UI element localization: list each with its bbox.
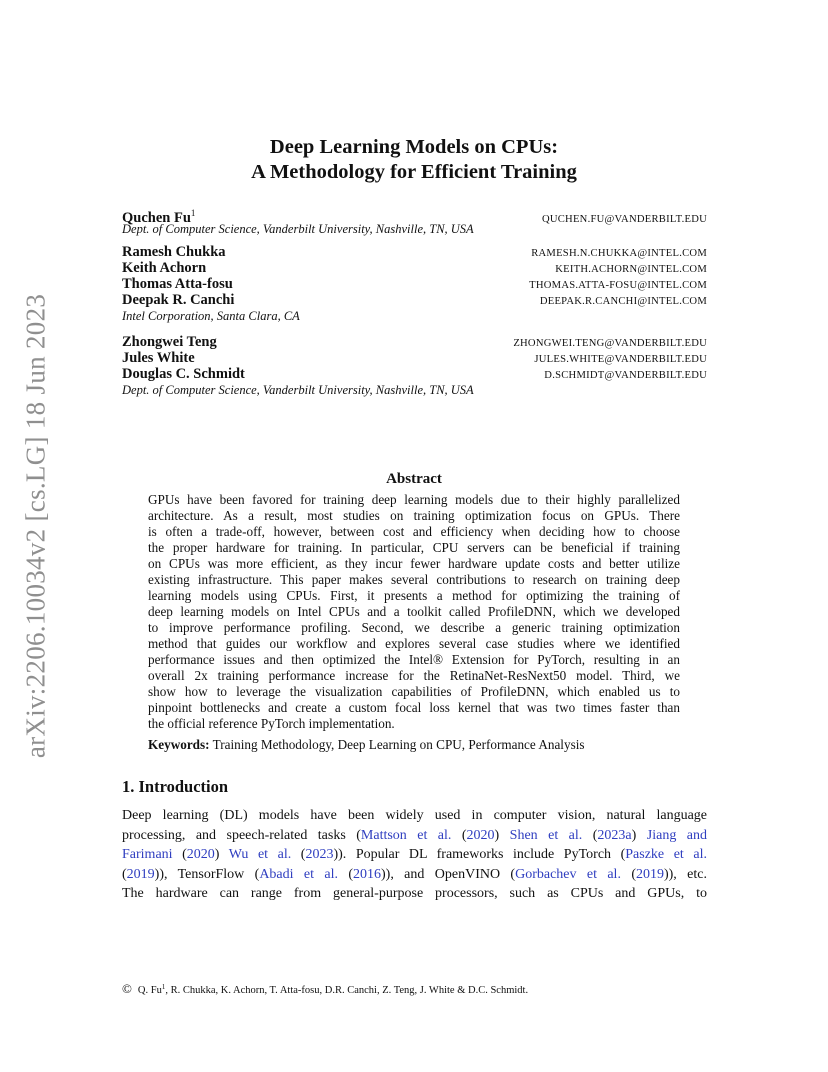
abstract-heading: Abstract xyxy=(386,471,442,487)
section-heading: 1. Introduction xyxy=(122,777,229,796)
abstract-line: learning models using CPUs. First, it presents a method for optimizing the training of xyxy=(148,588,680,603)
citation-link[interactable]: Wu et al. xyxy=(228,847,292,862)
author-email[interactable]: RAMESH.N.CHUKKA@INTEL.COM xyxy=(531,248,707,259)
author-email[interactable]: THOMAS.ATTA-FOSU@INTEL.COM xyxy=(529,280,707,291)
abstract-line: GPUs have been favored for training deep learning models due to their highly parallelized xyxy=(148,492,680,507)
citation-link[interactable]: 2020 xyxy=(186,847,215,862)
author-name: Thomas Atta-fosu xyxy=(122,276,233,292)
abstract-line: method that guides our workflow and explores several case studies where we identified xyxy=(148,636,680,651)
citation-link[interactable]: Gorbachev et al. xyxy=(515,866,621,882)
abstract-line: is often a trade-off, however, between cost and efficiency when deciding how to choose xyxy=(148,524,680,539)
author-block xyxy=(122,205,707,399)
keywords-label: Keywords: xyxy=(148,737,210,752)
citation-link[interactable]: 2019 xyxy=(635,866,664,882)
author-name: Zhongwei Teng xyxy=(122,334,217,350)
intro-line: The hardware can range from general-purpose processors, such as CPUs and GPUs, to xyxy=(122,886,707,901)
abstract-line: to improve performance profiling. Second, we describe a generic training optimization xyxy=(148,620,680,635)
paper-title xyxy=(0,135,828,185)
intro-line: Farimani (2020) Wu et al. (2023)). Popular DL frameworks include PyTorch (Paszke et al. xyxy=(122,847,707,862)
author-footnote-mark: 1 xyxy=(190,208,196,218)
intro-line: processing, and speech-related tasks (Mattson et al. (2020) Shen et al. (2023a) Jiang and xyxy=(122,827,707,843)
copyright-footer: © Q. Fu$^1$, R. Chukka, K. Achorn, T. Atta-fosu, D.R. Canchi, Z. Teng, J. White & D.C. Schmidt. xyxy=(122,981,529,996)
citation-link[interactable]: Jiang and xyxy=(646,827,707,843)
citation-link[interactable]: Farimani xyxy=(122,847,173,862)
intro-line: (2019)), TensorFlow (Abadi et al. (2016)), and OpenVINO (Gorbachev et al. (2019)), etc. xyxy=(122,866,707,882)
author-row xyxy=(122,366,707,382)
intro-line: Deep learning (DL) models have been widely used in computer vision, natural language xyxy=(122,808,707,823)
abstract-line: existing infrastructure. This paper makes several contributions to research on training deep xyxy=(148,572,680,587)
citation-link[interactable]: Paszke et al. xyxy=(625,847,707,862)
author-email[interactable]: D.SCHMIDT@VANDERBILT.EDU xyxy=(544,370,707,381)
affiliation: Dept. of Computer Science, Vanderbilt University, Nashville, TN, USA xyxy=(122,222,474,236)
citation-link[interactable]: Abadi et al. xyxy=(259,866,338,882)
citation-link[interactable]: 2019 xyxy=(126,866,155,882)
author-email[interactable]: JULES.WHITE@VANDERBILT.EDU xyxy=(534,354,707,365)
abstract-line: deep learning models on Intel CPUs and a toolkit called ProfileDNN, which we developed xyxy=(148,604,680,619)
copyright-icon: © xyxy=(122,981,132,996)
abstract-line: pinpoint bottlenecks and create a custom focal loss kernel that was two times faster than xyxy=(148,700,680,715)
abstract-line: overall 2x training performance increase for the RetinaNet-ResNext50 model. Third, we xyxy=(148,668,680,683)
affiliation: Intel Corporation, Santa Clara, CA xyxy=(122,309,300,323)
abstract-line: show how to leverage the visualization capabilities of ProfileDNN, which enabled us to xyxy=(148,684,680,699)
author-row xyxy=(122,205,707,226)
abstract-body xyxy=(148,492,680,732)
author-email[interactable]: ZHONGWEI.TENG@VANDERBILT.EDU xyxy=(513,338,707,349)
citation-link[interactable]: Mattson et al. xyxy=(360,827,452,843)
citation-link[interactable]: 2020 xyxy=(466,827,495,843)
title-line-1: Deep Learning Models on CPUs: xyxy=(269,136,559,158)
abstract-line: the proper hardware for training. In particular, CPU servers can be beneficial if training xyxy=(148,540,680,555)
citation-link[interactable]: Shen et al. xyxy=(509,827,583,843)
affiliation: Dept. of Computer Science, Vanderbilt University, Nashville, TN, USA xyxy=(122,383,474,397)
author-name: Jules White xyxy=(122,350,195,366)
abstract-line: performance issues and then optimized the Intel® Extension for PyTorch, resulting in an xyxy=(148,652,680,667)
title-line-2: A Methodology for Efficient Training xyxy=(251,161,577,183)
abstract-line: architecture. As a result, most studies on training optimization focus on GPUs. There xyxy=(148,508,680,523)
abstract-line: the official reference PyTorch implementation. xyxy=(148,716,395,731)
author-row xyxy=(122,350,707,366)
author-name: Deepak R. Canchi xyxy=(122,292,235,308)
author-name: Keith Achorn xyxy=(122,260,207,276)
author-row xyxy=(122,292,707,308)
author-email[interactable]: QUCHEN.FU@VANDERBILT.EDU xyxy=(541,214,707,225)
abstract-line: on CPUs was more efficient, as they incur fewer hardware update costs and better utilize xyxy=(148,556,680,571)
author-name: Quchen Fu$^1$ xyxy=(122,208,196,226)
author-row xyxy=(122,276,707,292)
author-row xyxy=(122,260,707,276)
author-row xyxy=(122,334,707,350)
citation-link[interactable]: 2016 xyxy=(353,866,381,882)
author-row xyxy=(122,244,707,260)
intro-paragraph xyxy=(122,806,707,904)
keywords-text: Training Methodology, Deep Learning on CPU, Performance Analysis xyxy=(212,737,585,752)
keywords xyxy=(148,737,708,753)
author-name: Douglas C. Schmidt xyxy=(122,366,245,382)
citation-link[interactable]: 2023a xyxy=(597,827,632,843)
author-email[interactable]: DEEPAK.R.CANCHI@INTEL.COM xyxy=(539,296,707,307)
arxiv-side-stamp: arXiv:2206.10034v2 [cs.LG] 18 Jun 2023 xyxy=(20,293,51,759)
author-name: Ramesh Chukka xyxy=(122,244,226,260)
author-email[interactable]: KEITH.ACHORN@INTEL.COM xyxy=(555,264,707,275)
citation-link[interactable]: 2023 xyxy=(305,847,334,862)
